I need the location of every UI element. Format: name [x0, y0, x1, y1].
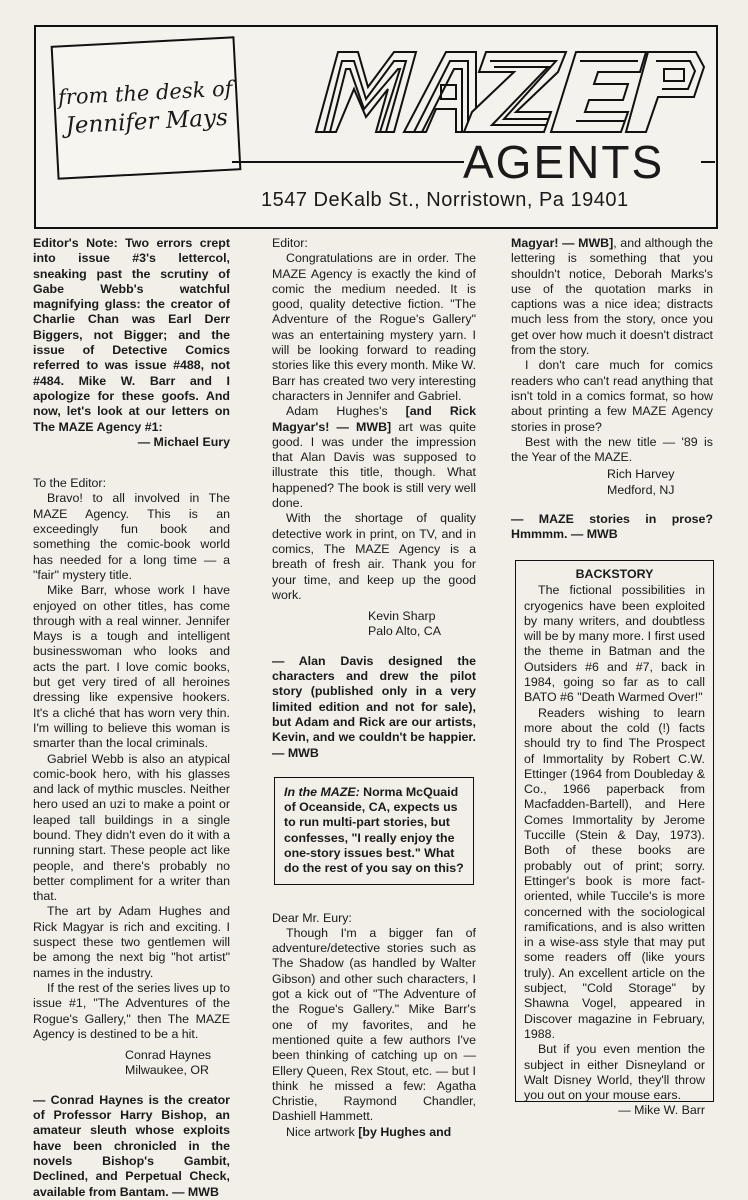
letter3-reply: — MAZE stories in prose? Hmmmm. — MWB — [511, 512, 713, 542]
letter3-place: Medford, NJ — [607, 482, 675, 497]
letter3-continued — [511, 236, 713, 358]
backstory-paragraph: The fictional possibilities in cryogenics have been exploited by many writers, and doubtless will be by many more. I first used the theme in Batman and the Outsiders #6 and #7, back in 1984, going so far as to call BATO #6 "Death Warmed Over!" — [524, 583, 705, 705]
column-3 — [511, 236, 713, 543]
backstory-box — [515, 560, 714, 1118]
letter3-name: Rich Harvey — [607, 467, 675, 482]
letter2-name: Kevin Sharp — [368, 609, 436, 624]
letter2-salutation: Editor: — [272, 236, 308, 250]
letters-header — [34, 25, 718, 229]
desk-line1: from the desk of — [57, 76, 234, 110]
letter1-reply: — Conrad Haynes is the creator of Professor Harry Bishop, an amateur sleuth whose exploits have been chronicled in the novels Bishop's Gambit, Declined, and Perpetual Check, available from Bantam. — MWB — [33, 1092, 230, 1199]
desk-name: Jennifer Mays — [65, 104, 229, 140]
letter2-paragraph: With the shortage of quality detective work in print, on TV, and in comics, The MAZE Agency is a breath of fresh air. Thank you for your time, and keep up the good work. — [272, 511, 476, 602]
letter3-salutation: Dear Mr. Eury: — [272, 910, 352, 925]
column-2 — [272, 236, 476, 1140]
letter2-reply: — Alan Davis designed the characters and drew the pilot story (published only in a very limited edition and not for sale), but Adam and Rick are our artists, Kevin, and we couldn't be happier. — MWB — [272, 653, 476, 760]
backstory-paragraph: But if you even mention the subject in either Disneyland or Walt Disney World, they'll throw you out on your mouse ears. — [524, 1042, 705, 1103]
letter1-paragraph: Gabriel Webb is also an atypical comic-book hero, with his glasses and lack of mythic muscles. Neither hero used an uzi to make a point or leaped tall buildings in a single bound. They didn't even do it with a running start. These people act like people, and there's probably no better compliment for a writer than that. — [33, 751, 230, 904]
letter2-paragraph: Congratulations are in order. The MAZE Agency is exactly the kind of comic the medium needed. It is good, quality detective fiction. "The Adventure of the Rogue's Gallery" was an entertaining mystery yarn. I will be looking forward to reading stories like this every month. Mike W. Barr has created two very interesting characters in Jennifer and Gabriel. — [272, 251, 476, 403]
letter1-name: Conrad Haynes — [125, 1048, 212, 1063]
editor-note: Editor's Note: Two errors crept into issue #3's lettercol, sneaking past the scrutiny of Gabe Webb's watchful magnifying glass: the creator of Charlie Chan was Earl Derr Biggers, not Bigger; and the issue of Detective Comics referred to was issue #488, not #484. Mike W. Barr and I apologize for these goofs. And now, let's look at our letters on The MAZE Agency #1: — [33, 236, 230, 434]
letter2-place: Palo Alto, CA — [368, 624, 442, 639]
agents-rule — [232, 161, 464, 163]
backstory-signature: — Mike W. Barr — [618, 1103, 705, 1118]
letter1-salutation: To the Editor: — [33, 476, 107, 491]
in-the-maze-box — [274, 777, 474, 885]
text-run: art was quite good. I was under the impression that Alan Davis was supposed to illustrate this title, though. What happened? The book is still very well done. — [272, 419, 476, 511]
letter1-paragraph: Mike Barr, whose work I have enjoyed on other titles, has come through with a real winner. Jennifer Mays is a tough and intelligent businesswoman who looks and acts the part. I love comic books, but get very tired of all heroines dressing like expensive hookers. It's a cliché that has worn very thin. I'm willing to believe this woman is smarter than the local criminals. — [33, 583, 230, 751]
agents-title: AGENTS — [463, 136, 665, 188]
text-run: Adam Hughes's — [286, 404, 406, 419]
text-run: Nice artwork — [286, 1124, 359, 1139]
letter1-paragraph: Bravo! to all involved in The MAZE Agency. This is an exceedingly fun book and something the comic-book world has needed for a long time — a "fair" mystery title. — [33, 491, 230, 582]
address: 1547 DeKalb St., Norristown, Pa 19401 — [261, 189, 629, 211]
letter3-paragraph: I don't care much for comics readers who can't read anything that isn't told in a comics format, so how about printing a few MAZE Agency stories in prose? — [511, 358, 713, 434]
letter3-paragraph: Though I'm a bigger fan of adventure/detective stories such as The Shadow (as handled by Walter Gibson) and other such characters, I got a kick out of "The Adventure of the Rogue's Gallery." Mike Barr's one of my favorites, and he mentioned quite a few authors I've been thinking of catching up on — Ellery Queen, Rex Stout, etc. — but I think he missed a few: Agatha Christie, Raymond Chandler, Dashiell Hammett. — [272, 925, 476, 1124]
letter1-paragraph: The art by Adam Hughes and Rick Magyar is rich and exciting. I suspect these two gentlemen will be among the next big "hot artist" names in the industry. — [33, 904, 230, 980]
in-the-maze-lead: In the MAZE: — [284, 784, 360, 799]
backstory-paragraph: Readers wishing to learn more about the cold (!) facts should try to find The Prospect of Immortality by Robert C.W. Ettinger (1964 from Doubleday & Co., 1966 paperback from Macfadden-Bartell), and Here Comes Immortality by Jerome Tuccille (Stein & Day, 1973). Both of these books are probably out of print; sorry. Ettinger's book is more fact-oriented, while Tuccile's is more concerned with the sociological ramifications, and is also written in a wise-ass style that may put some readers off (like yours truly). An excellent article on the subject, "Cold Storage" by Shawna Vogel, appeared in Discover magazine in February, 1988. — [524, 705, 705, 1041]
letter3-signature — [511, 467, 713, 498]
editor-note-signature: — Michael Eury — [137, 434, 230, 449]
editor-interjection: [and Rick Magyar's! — MWB] — [272, 404, 476, 434]
maze-logo — [276, 37, 706, 147]
letter2-paragraph — [272, 404, 476, 511]
in-the-maze-text: Norma McQuaid of Oceanside, CA, expects us to run multi-part stories, but confesses, "I really enjoy the one-story issues best." What do the rest of you say on this? — [284, 784, 464, 876]
text-run: , and although the lettering is something that you shouldn't notice, Deborah Marks's use of the quotation marks in captions was a nice idea; distracts much less from the story, once you get over how much it doesn't distract from the story. — [511, 236, 713, 358]
column-1 — [33, 236, 230, 1200]
editor-interjection: Magyar! — MWB] — [511, 236, 614, 250]
letter3-paragraph: Best with the new title — '89 is the Year of the MAZE. — [511, 434, 713, 465]
letter2-signature — [272, 609, 476, 640]
letter3-paragraph — [272, 1125, 476, 1140]
letter1-paragraph: If the rest of the series lives up to issue #1, "The Adventures of the Rogue's Gallery," then The MAZE Agency is destined to be a hit. — [33, 980, 230, 1041]
agents-dash — [701, 161, 715, 163]
backstory-title: BACKSTORY — [575, 567, 654, 581]
letter1-signature — [33, 1048, 230, 1079]
letter1-place: Milwaukee, OR — [125, 1063, 210, 1078]
from-desk-card — [51, 36, 242, 179]
editor-interjection: [by Hughes and — [358, 1124, 452, 1139]
